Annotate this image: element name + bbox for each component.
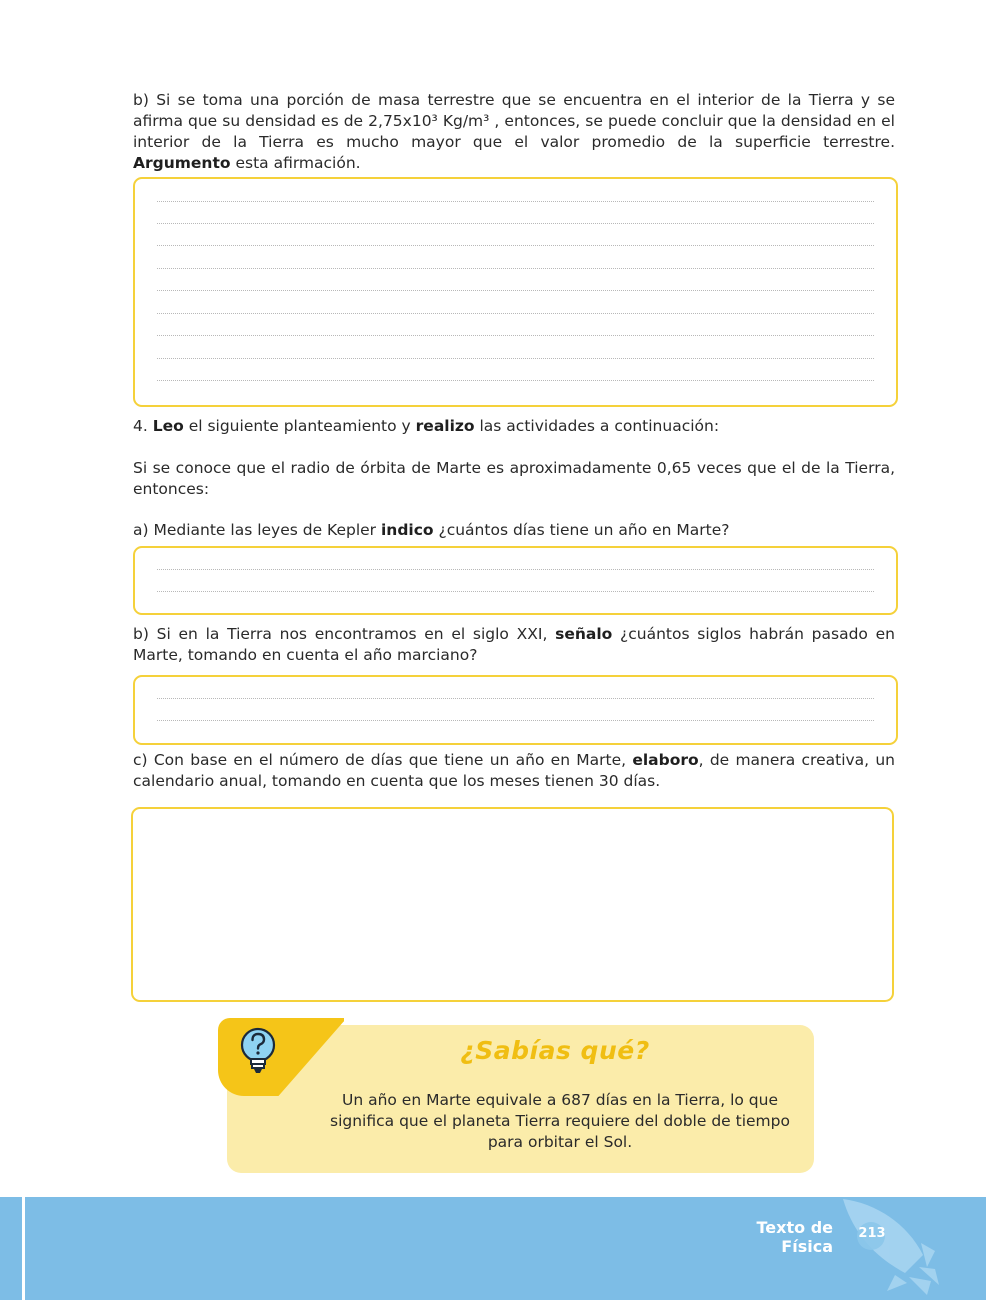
answer-box-3b[interactable] xyxy=(133,177,898,407)
did-you-know-title: ¿Sabías qué? xyxy=(460,1036,650,1065)
page-number: 213 xyxy=(858,1226,886,1241)
calendar-drawing-box[interactable] xyxy=(131,807,894,1002)
question-3b-text: b) Si se toma una porción de masa terrestre que se encuentra en el interior de la Tierra y se afirma que su densidad es de 2,75x10³ Kg/m³ , entonces, se puede concluir que la densidad en el interior de la Tierra es mucho mayor que el valor promedio de la superficie terrestre. Argumento esta afirmación. xyxy=(133,91,895,172)
footer-book-title: Texto de Física xyxy=(756,1218,833,1256)
rocket-icon xyxy=(835,1197,945,1300)
answer-box-4a[interactable] xyxy=(133,546,898,615)
question-4a-text: a) Mediante las leyes de Kepler indico ¿cuántos días tiene un año en Marte? xyxy=(133,521,730,539)
answer-box-4b[interactable] xyxy=(133,675,898,745)
lightbulb-question-icon xyxy=(238,1027,278,1075)
question-4c-text: c) Con base en el número de días que tiene un año en Marte, elaboro, de manera creativa, un calendario anual, tomando en cuenta que los meses tienen 30 días. xyxy=(133,751,896,790)
question-4-heading: 4. Leo el siguiente planteamiento y realizo las actividades a continuación: xyxy=(133,417,720,435)
question-4b-text: b) Si en la Tierra nos encontramos en el siglo XXI, señalo ¿cuántos siglos habrán pasado en Marte, tomando en cuenta el año marciano? xyxy=(133,625,896,664)
premise-text: Si se conoce que el radio de órbita de Marte es aproximadamente 0,65 veces que el de la Tierra, entonces: xyxy=(133,459,895,498)
did-you-know-text: Un año en Marte equivale a 687 días en la Tierra, lo que significa que el planeta Tierra requiere del doble de tiempo para orbitar el Sol. xyxy=(330,1091,790,1151)
footer-divider xyxy=(22,1197,25,1300)
